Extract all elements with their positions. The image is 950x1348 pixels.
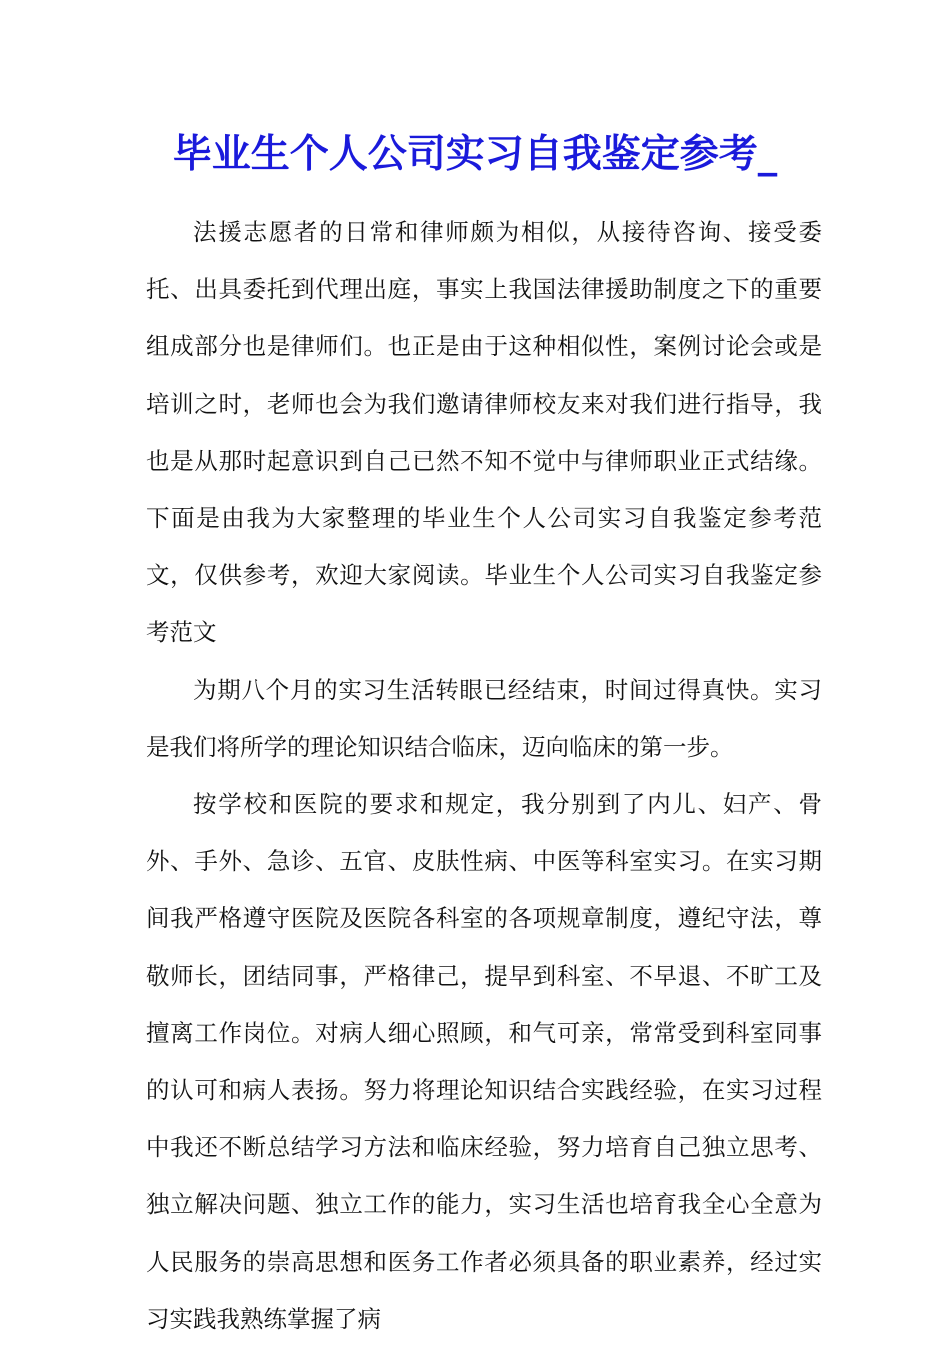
document-body bbox=[146, 204, 822, 1348]
paragraph-internship-details: 按学校和医院的要求和规定，我分别到了内儿、妇产、骨外、手外、急诊、五官、皮肤性病、中医等科室实习。在实习期间我严格遵守医院及医院各科室的各项规章制度，遵纪守法，尊敬师长，团结同事，严格律己，提早到科室、不早退、不旷工及擅离工作岗位。对病人细心照顾，和气可亲，常常受到科室同事的认可和病人表扬。努力将理论知识结合实践经验，在实习过程中我还不断总结学习方法和临床经验，努力培育自己独立思考、独立解决问题、独立工作的能力，实习生活也培育我全心全意为人民服务的崇高思想和医务工作者必须具备的职业素养，经过实习实践我熟练掌握了病 bbox=[146, 790, 822, 1333]
document-title: 毕业生个人公司实习自我鉴定参考_ bbox=[172, 131, 778, 177]
paragraph-intro: 法援志愿者的日常和律师颇为相似，从接待咨询、接受委托、出具委托到代理出庭，事实上我国法律援助制度之下的重要组成部分也是律师们。也正是由于这种相似性，案例讨论会或是培训之时，老师也会为我们邀请律师校友来对我们进行指导，我也是从那时起意识到自己已然不知不觉中与律师职业正式结缘。下面是由我为大家整理的毕业生个人公司实习自我鉴定参考范文，仅供参考，欢迎大家阅读。毕业生个人公司实习自我鉴定参考范文 bbox=[146, 218, 822, 647]
paragraph-internship-summary: 为期八个月的实习生活转眼已经结束，时间过得真快。实习是我们将所学的理论知识结合临床，迈向临床的第一步。 bbox=[146, 675, 822, 761]
